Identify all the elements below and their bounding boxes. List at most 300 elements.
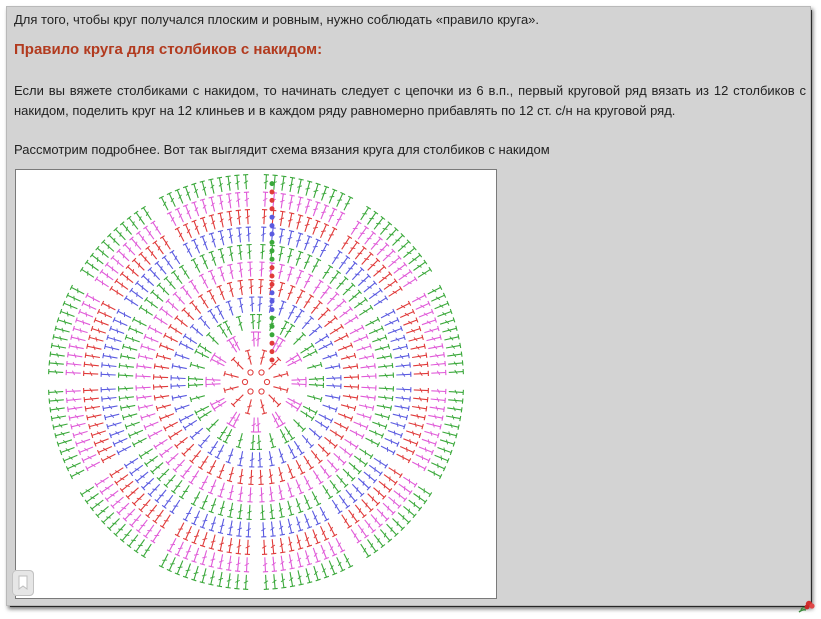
stitch-mark [404,335,406,340]
stitch-mark [103,251,104,256]
stitch-mark [122,508,127,509]
stitch-mark [123,254,124,259]
stitch-mark [330,298,335,299]
stitch-mark [363,413,364,418]
chain-mark [270,308,274,312]
chain-mark [270,249,274,253]
stitch-mark [444,352,445,357]
stitch-mark [422,424,423,429]
stitch-mark [50,407,51,412]
chain-mark [270,333,274,337]
stitch-mark [227,264,232,265]
stitch-mark [92,264,93,269]
stitch-mark [299,584,304,585]
chain-mark [270,182,274,186]
stitch-mark [280,264,285,265]
stitch-mark [375,467,376,472]
stitch-mark [371,265,376,266]
stitch-mark [354,465,355,470]
stitch-mark [200,217,205,219]
stitch-mark [280,480,285,481]
stitch-mark [305,224,310,225]
stitch-mark [194,456,199,457]
stitch-mark [289,231,294,232]
stitch-mark [224,388,225,393]
stitch-mark [354,353,355,358]
stitch-mark [307,564,312,565]
stitch-mark [461,407,462,412]
stitch-mark [127,276,128,281]
stitch-mark [345,414,346,419]
stitch-mark [194,554,199,555]
stitch-mark [218,267,223,269]
stitch-mark [172,396,173,401]
stitch-mark [360,422,361,427]
chain-mark [270,266,274,270]
stitch-mark [163,288,164,293]
stitch-mark [157,516,162,517]
stitch-mark [273,175,278,176]
stitch-mark [337,271,341,274]
stitch-mark [388,506,389,511]
stitch-mark [316,561,321,563]
stitch-mark [296,277,301,278]
stitch-mark [67,312,68,317]
stitch-mark [119,363,120,368]
stitch-mark [194,517,199,518]
stitch-mark [313,246,318,247]
stitch-mark [100,269,103,273]
stitch-mark [296,258,301,259]
stitch-mark [49,360,50,365]
stitch-mark [118,529,123,530]
stitch-mark [321,231,326,232]
stitch-mark [388,415,389,420]
stitch-mark [115,481,118,485]
stitch-mark [449,432,450,437]
stitch-mark [363,481,364,486]
stitch-mark [120,320,121,325]
stitch-mark [50,352,51,357]
stitch-mark [137,396,138,401]
stitch-mark [202,557,207,558]
stitch-mark [128,514,133,515]
stitch-mark [298,197,303,198]
stitch-mark [143,504,148,505]
stitch-mark [98,329,99,334]
stitch-mark [224,371,225,376]
stitch-mark [238,440,243,441]
stitch-mark [73,326,74,331]
chain-mark [270,316,274,320]
stitch-mark [102,362,103,367]
stitch-mark [157,294,158,299]
stitch-mark [373,353,374,358]
stitch-mark [298,233,303,235]
stitch-mark [228,455,233,456]
chain-mark [270,358,274,362]
stitch-mark [211,424,216,425]
stitch-mark [406,415,407,420]
stitch-mark [67,398,68,403]
stitch-mark [453,317,455,322]
stitch-mark [394,279,397,283]
stitch-mark [105,344,106,349]
stitch-mark [278,289,283,290]
stitch-mark [382,512,383,517]
stitch-mark [153,241,157,244]
stitch-mark [141,416,143,421]
stitch-mark [307,545,312,547]
stitch-mark [460,343,461,348]
stitch-mark [152,489,157,490]
stitch-mark [414,502,415,507]
stitch-mark [307,217,312,219]
stitch-mark [91,433,93,438]
stitch-mark [394,481,397,485]
stitch-mark [358,253,363,254]
stitch-mark [314,308,319,309]
stitch-mark [200,582,205,583]
stitch-mark [290,568,295,569]
stitch-mark [339,363,340,368]
stitch-mark [289,532,294,533]
stitch-mark [346,289,351,290]
stitch-mark [121,406,122,411]
stitch-mark [381,413,382,418]
stitch-mark [67,361,68,366]
stitch-mark [426,406,427,411]
stitch-mark [211,523,216,524]
stitch-mark [419,326,421,331]
stitch-mark [296,339,301,340]
stitch-mark [424,260,427,264]
stitch-mark [395,240,400,241]
stitch-mark [271,536,276,537]
stitch-mark [280,211,285,212]
stitch-mark [236,553,241,554]
stitch-mark [192,561,197,563]
chain-mark [270,350,274,354]
stitch-mark [115,279,118,283]
stitch-mark [236,228,241,229]
chain-mark [270,215,274,219]
chain-mark [270,207,274,211]
stitch-mark [316,202,321,204]
stitch-mark [351,248,356,249]
stitch-mark [190,362,191,367]
stitch-mark [114,337,115,342]
stitch-mark [404,424,406,429]
stitch-mark [211,541,216,542]
stitch-mark [218,249,223,250]
stitch-mark [458,425,459,430]
stitch-mark [69,416,70,421]
stitch-mark [236,316,241,317]
stitch-mark [152,301,153,306]
crochet-circle-diagram [16,170,496,598]
stitch-mark [379,422,380,427]
stitch-mark [441,456,442,461]
stitch-mark [373,244,378,245]
stitch-mark [145,297,148,301]
stitch-mark [101,320,102,325]
stitch-mark [177,465,182,466]
stitch-mark [62,328,63,333]
stitch-mark [289,550,294,551]
stitch-mark [134,520,139,521]
intro-text: Для того, чтобы круг получался плоским и ровным, нужно соблюдать «правило круга». [14,12,804,28]
stitch-mark [360,458,361,463]
stitch-mark [186,570,191,571]
stitch-mark [409,490,412,494]
stitch-mark [305,206,310,207]
stitch-mark [105,312,106,317]
stitch-mark [397,422,398,427]
stitch-mark [171,271,175,274]
stitch-mark [389,234,394,235]
chain-mark [270,224,274,228]
stitch-mark [91,326,93,331]
stitch-mark [369,218,374,219]
stitch-mark [424,344,425,349]
stitch-mark [236,447,241,448]
chain-mark [259,370,264,375]
chain-mark [248,389,253,394]
stitch-mark [203,502,208,503]
stitch-mark [73,433,74,438]
stitch-mark [178,548,183,549]
stitch-mark [279,308,284,309]
stitch-mark [51,343,52,348]
stitch-mark [141,344,143,349]
stitch-mark [444,448,445,453]
stitch-mark [321,397,322,402]
stitch-mark [391,406,392,411]
stitch-mark [131,540,136,541]
stitch-mark [445,398,446,403]
stitch-mark [108,244,109,249]
stitch-mark [345,449,346,454]
stitch-mark [435,442,437,447]
stitch-mark [203,520,208,521]
stitch-mark [374,550,378,553]
stitch-mark [55,326,56,331]
stitch-mark [376,223,381,224]
stitch-mark [167,311,168,316]
stitch-mark [191,579,196,581]
stitch-mark [355,241,359,244]
stitch-mark [287,256,292,257]
stitch-mark [440,424,441,429]
stitch-mark [166,501,171,502]
stitch-mark [163,355,164,360]
stitch-mark [307,582,312,583]
stitch-mark [348,472,349,477]
stitch-mark [209,215,214,216]
stitch-mark [298,215,303,216]
stitch-mark [53,334,54,339]
stitch-mark [427,397,428,402]
stitch-mark [226,176,231,177]
stitch-mark [313,209,318,210]
stitch-mark [234,588,239,589]
stitch-mark [57,442,59,447]
stitch-mark [186,449,191,450]
stitch-mark [188,312,189,317]
stitch-mark [419,433,421,438]
stitch-mark [435,318,437,323]
stitch-mark [137,498,142,499]
stitch-mark [269,483,274,484]
stitch-mark [281,194,286,195]
stitch-mark [348,268,353,269]
stitch-mark [314,431,315,436]
stitch-mark [85,353,86,358]
stitch-mark [191,183,196,185]
stitch-mark [287,371,288,376]
stitch-mark [220,507,225,508]
stitch-mark [138,545,143,546]
stitch-mark [209,197,214,198]
stitch-mark [137,363,138,368]
stitch-mark [236,399,241,400]
stitch-mark [422,335,423,340]
stitch-mark [280,534,285,535]
stitch-mark [202,575,207,576]
stitch-mark [270,245,275,246]
stitch-mark [154,395,155,400]
stitch-mark [272,571,277,572]
stitch-mark [134,211,138,214]
chain-mark [270,324,274,328]
stitch-mark [237,298,242,299]
stitch-mark [217,568,222,569]
stitch-mark [167,345,168,350]
stitch-mark [209,530,214,532]
stitch-mark [107,424,109,429]
stitch-mark [323,293,328,294]
stitch-mark [197,364,198,369]
stitch-mark [132,337,133,342]
stitch-mark [445,361,446,366]
stitch-mark [341,263,346,264]
stitch-mark [200,564,205,565]
chain-mark [270,282,274,286]
stitch-mark [229,473,234,474]
stitch-mark [100,490,103,494]
stitch-mark [329,405,330,410]
stitch-mark [260,357,265,358]
stitch-mark [305,323,310,324]
chain-mark [270,291,274,295]
stitch-mark [203,539,208,540]
stitch-mark [119,396,120,401]
stitch-mark [103,406,104,411]
stitch-mark [306,188,311,189]
stitch-mark [186,533,191,534]
stitch-mark [384,484,385,489]
stitch-mark [147,530,152,531]
chain-mark [270,274,274,278]
stitch-mark [83,320,84,325]
stitch-mark [289,514,294,515]
stitch-mark [438,326,439,331]
stitch-mark [130,346,131,351]
stitch-mark [200,545,205,547]
stitch-mark [332,278,337,279]
stitch-mark [209,548,214,549]
stitch-mark [218,213,223,214]
chain-mark [264,379,269,384]
stitch-mark [409,269,412,273]
stitch-mark [413,431,414,436]
stitch-mark [298,566,303,567]
stitch-mark [339,396,340,401]
stitch-mark [192,202,197,204]
stitch-mark [138,353,139,358]
stitch-mark [227,211,232,212]
stitch-mark [197,329,198,334]
stitch-mark [364,259,369,260]
stitch-mark [133,269,134,274]
stitch-mark [367,238,372,239]
stitch-mark [89,335,90,340]
stitch-mark [194,536,199,537]
stitch-mark [159,495,164,496]
stitch-mark [392,396,393,401]
stitch-mark [236,536,241,537]
stitch-mark [354,406,355,411]
stitch-mark [150,510,155,511]
stitch-mark [209,233,214,235]
stitch-mark [87,415,88,420]
stitch-mark [137,292,138,297]
stitch-mark [200,199,205,200]
stitch-mark [287,388,288,393]
stitch-mark [86,312,87,317]
stitch-mark [218,496,223,498]
stitch-mark [112,523,117,524]
stitch-mark [425,447,426,452]
stitch-mark [227,552,232,553]
stitch-mark [378,490,379,495]
stitch-mark [322,193,327,194]
stitch-mark [123,344,124,349]
stitch-mark [64,320,65,325]
stitch-mark [139,263,140,268]
stitch-mark [391,439,392,444]
stitch-mark [339,456,340,461]
stitch-mark [238,483,243,484]
stitch-mark [271,553,276,554]
stitch-mark [51,416,52,421]
stitch-mark [76,442,78,447]
stitch-mark [424,500,427,504]
stitch-mark [273,398,274,403]
stitch-mark [182,320,183,325]
stitch-mark [156,406,157,411]
stitch-mark [290,586,295,587]
stitch-mark [410,397,411,402]
bookmark-icon[interactable] [12,570,34,596]
stitch-mark [226,194,231,195]
stitch-mark [440,335,441,340]
stitch-mark [213,337,214,342]
stitch-mark [89,424,90,429]
stitch-mark [364,463,367,467]
stitch-mark [364,535,368,538]
